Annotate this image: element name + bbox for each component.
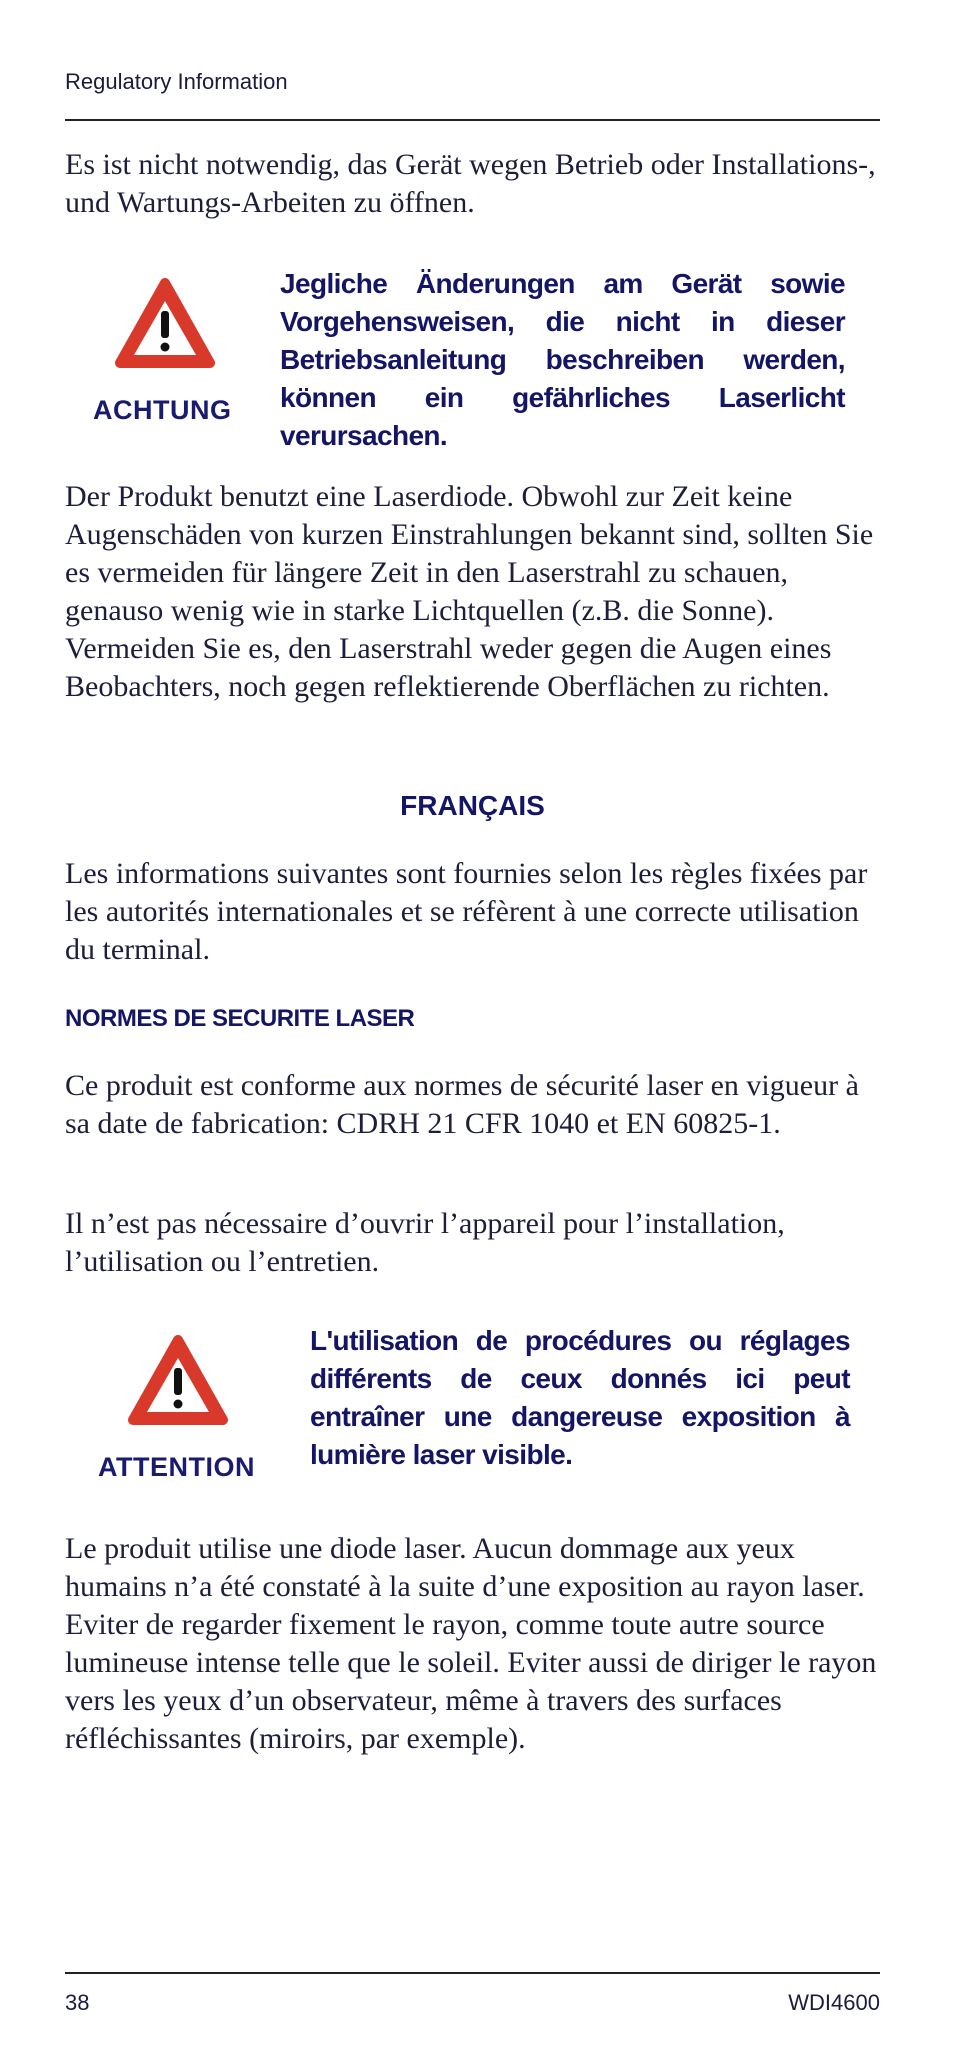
document-page — [65, 0, 880, 2069]
page-header: Regulatory Information — [65, 69, 288, 94]
warning-label-achtung: ACHTUNG — [93, 395, 232, 425]
french-compliance: Ce produit est conforme aux normes de sécurité laser en vigueur à sa date de fabrication: CDRH 21 CFR 1040 et EN 60825-1. — [65, 1069, 859, 1140]
subsection-title-laser-safety: NORMES DE SECURITE LASER — [65, 1005, 415, 1032]
french-warning-text: L'utilisation de procédures ou réglages différents de ceux donnés ici peut entraîner une dangereuse exposition à lumière laser visible. — [310, 1325, 850, 1470]
warning-triangle-icon — [123, 1332, 233, 1432]
model-name: WDI4600 — [788, 1990, 880, 2015]
german-paragraph: Der Produkt benutzt eine Laserdiode. Obwohl zur Zeit keine Augenschäden von kurzen Einstrahlungen bekannt sind, sollten Sie es vermeiden für längere Zeit in den Laserstrahl zu schauen, genauso wenig wie in starke Lichtquellen (z.B. die Sonne). Vermeiden Sie es, den Laserstrahl weder gegen die Augen eines Beobachters, noch gegen reflektierende Oberflächen zu richten. — [65, 480, 874, 703]
french-paragraph: Le produit utilise une diode laser. Aucun dommage aux yeux humains n’a été constaté à la suite d’une exposition au rayon laser. Eviter de regarder fixement le rayon, comme toute autre source lumineuse intense telle que le soleil. Eviter aussi de diriger le rayon vers les yeux d’un observateur, même à travers des surfaces réfléchissantes (miroirs, par exemple). — [65, 1532, 877, 1755]
german-warning-text: Jegliche Änderungen am Gerät sowie Vorgehensweisen, die nicht in dieser Betriebsanleitung beschreiben werden, können ein gefährliches Laserlicht verursachen. — [280, 268, 845, 451]
french-intro: Les informations suivantes sont fournies selon les règles fixées par les autorités internationales et se réfèrent à une correcte utilisation du terminal. — [65, 857, 868, 966]
page-number: 38 — [65, 1990, 90, 2015]
warning-triangle-icon — [110, 275, 220, 375]
warning-label-attention: ATTENTION — [98, 1452, 255, 1482]
german-intro: Es ist nicht notwendig, das Gerät wegen Betrieb oder Installations-, und Wartungs-Arbeiten zu öffnen. — [65, 148, 876, 219]
section-title-francais: FRANÇAIS — [400, 790, 545, 821]
french-no-open: Il n’est pas nécessaire d’ouvrir l’appareil pour l’installation, l’utilisation ou l’entretien. — [65, 1207, 785, 1278]
footer-rule — [65, 1972, 880, 1974]
header-rule — [65, 119, 880, 121]
